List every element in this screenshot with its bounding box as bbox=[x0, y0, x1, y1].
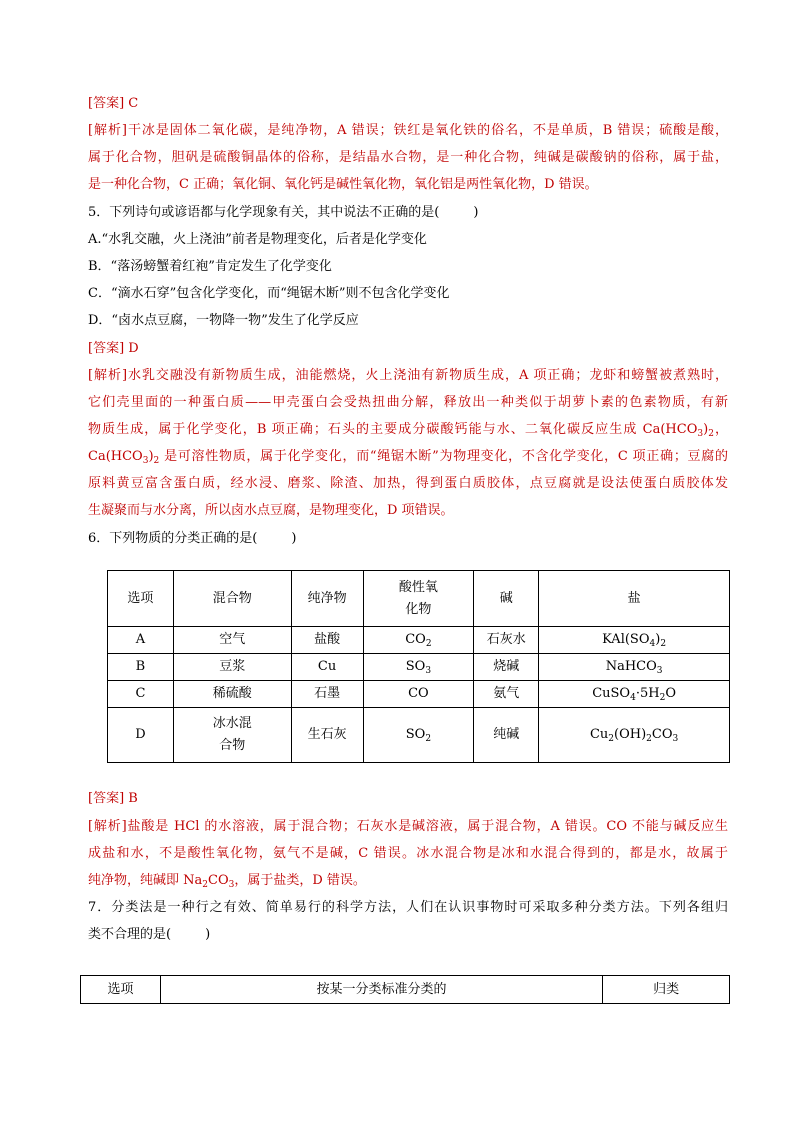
q4-analysis-line-2: 属于化合物，胆矾是硫酸铜晶体的俗称，是结晶水合物，是一种化合物，纯碱是碳酸钠的俗称，属于盐， bbox=[88, 150, 728, 165]
table-cell: 空气 bbox=[173, 627, 291, 654]
q5-stem: 5．下列诗句或谚语都与化学现象有关，其中说法不正确的是( ) bbox=[88, 205, 479, 220]
header-acidic-oxide: 酸性氧 化物 bbox=[363, 571, 474, 627]
table-cell: 生石灰 bbox=[291, 708, 363, 763]
q7-stem-line-1: 7．分类法是一种行之有效、简单易行的科学方法，人们在认识事物时可采取多种分类方法。下列各组归 bbox=[88, 900, 728, 915]
table-cell: $Cu_2(OH)_2CO_3$ bbox=[539, 708, 730, 763]
table-row bbox=[108, 681, 730, 708]
table-row bbox=[108, 708, 730, 763]
q7-stem-line-2: 类不合理的是( ) bbox=[88, 927, 211, 942]
table-cell: $CO_2$ bbox=[363, 627, 474, 654]
table-cell: 氨气 bbox=[474, 681, 539, 708]
q6-analysis-line-2: 成盐和水，不是酸性氧化物，氨气不是碱，C 错误。冰水混合物是冰和水混合得到的，都是水，故属于 bbox=[88, 846, 728, 861]
q5-analysis-line-2: 它们壳里面的一种蛋白质——甲壳蛋白会受热扭曲分解，释放出一种类似于胡萝卜素的色素物质，有新 bbox=[88, 395, 728, 410]
table-cell: $SO_2$ bbox=[363, 708, 474, 763]
header-option: 选项 bbox=[81, 976, 161, 1004]
header-category: 归类 bbox=[603, 976, 730, 1004]
q5-option-a: A.“水乳交融，火上浇油”前者是物理变化，后者是化学变化 bbox=[88, 232, 427, 247]
table-cell: 纯碱 bbox=[474, 708, 539, 763]
header-option: 选项 bbox=[108, 571, 174, 627]
table-cell: $SO_3$ bbox=[363, 654, 474, 681]
table-row bbox=[108, 654, 730, 681]
q6-answer: [答案] B bbox=[88, 791, 138, 806]
table-cell: 石灰水 bbox=[474, 627, 539, 654]
header-classification-standard: 按某一分类标准分类的 bbox=[160, 976, 602, 1004]
table-cell: Cu bbox=[291, 654, 363, 681]
header-pure-substance: 纯净物 bbox=[291, 571, 363, 627]
q6-classification-table bbox=[107, 570, 730, 763]
q5-analysis-line-6: 生凝聚而与水分离，所以卤水点豆腐，是物理变化，D 项错误。 bbox=[88, 503, 454, 518]
q5-option-d: D．“卤水点豆腐，一物降一物”发生了化学反应 bbox=[88, 313, 359, 328]
header-mixture: 混合物 bbox=[173, 571, 291, 627]
q6-stem: 6．下列物质的分类正确的是( ) bbox=[88, 531, 297, 546]
table-cell: C bbox=[108, 681, 174, 708]
table-cell: 烧碱 bbox=[474, 654, 539, 681]
table-cell: NaHCO$_3$ bbox=[539, 654, 730, 681]
table-cell: 稀硫酸 bbox=[173, 681, 291, 708]
table-cell: 冰水混 合物 bbox=[173, 708, 291, 763]
table-cell: 盐酸 bbox=[291, 627, 363, 654]
header-base: 碱 bbox=[474, 571, 539, 627]
q5-analysis-line-1: [解析]水乳交融没有新物质生成，油能燃烧，火上浇油有新物质生成，A 项正确；龙虾和螃蟹被煮熟时， bbox=[88, 368, 728, 383]
table-cell: $KAl(SO_4)_2$ bbox=[539, 627, 730, 654]
q4-analysis-line-3: 是一种化合物，C 正确；氧化铜、氧化钙是碱性氧化物，氧化铝是两性氧化物，D 错误。 bbox=[88, 177, 598, 192]
q5-analysis-line-5: 原料黄豆富含蛋白质，经水浸、磨浆、除渣、加热，得到蛋白质胶体，点豆腐就是设法使蛋白质胶体发 bbox=[88, 476, 728, 491]
q6-analysis-line-3: 纯净物，纯碱即 $Na_2CO_3$，属于盐类，D 错误。 bbox=[88, 873, 366, 890]
q5-analysis-line-3: 物质生成，属于化学变化，B 项正确；石头的主要成分碳酸钙能与水、二氧化碳反应生成 $Ca(HCO_3)_2$， bbox=[88, 422, 728, 439]
q5-option-c: C．“滴水石穿”包含化学变化，而“绳锯木断”则不包含化学变化 bbox=[88, 286, 450, 301]
table-cell: 石墨 bbox=[291, 681, 363, 708]
header-salt: 盐 bbox=[539, 571, 730, 627]
q5-analysis-line-4: $Ca(HCO_3)_2$ 是可溶性物质，属于化学变化，而“绳锯木断”为物理变化，不含化学变化，C 项正确；豆腐的 bbox=[88, 449, 728, 466]
q7-classification-table bbox=[80, 975, 730, 1004]
table-cell: A bbox=[108, 627, 174, 654]
q5-option-b: B．“落汤螃蟹着红袍”肯定发生了化学变化 bbox=[88, 259, 332, 274]
q4-analysis-line-1: [解析]干冰是固体二氧化碳，是纯净物，A 错误；铁红是氧化铁的俗名，不是单质，B 错误；硫酸是酸， bbox=[88, 123, 728, 138]
table-cell: CO bbox=[363, 681, 474, 708]
table-cell: 豆浆 bbox=[173, 654, 291, 681]
table-cell: D bbox=[108, 708, 174, 763]
table-header-row bbox=[108, 571, 730, 627]
q6-analysis-line-1: [解析]盐酸是 HCl 的水溶液，属于混合物；石灰水是碱溶液，属于混合物，A 错误。CO 不能与碱反应生 bbox=[88, 819, 728, 834]
table-cell: $CuSO_4\cdot 5H_2O$ bbox=[539, 681, 730, 708]
table-row bbox=[108, 627, 730, 654]
table-cell: B bbox=[108, 654, 174, 681]
table-header-row bbox=[81, 976, 730, 1004]
q5-answer: [答案] D bbox=[88, 341, 139, 356]
q4-answer: [答案] C bbox=[88, 96, 139, 111]
